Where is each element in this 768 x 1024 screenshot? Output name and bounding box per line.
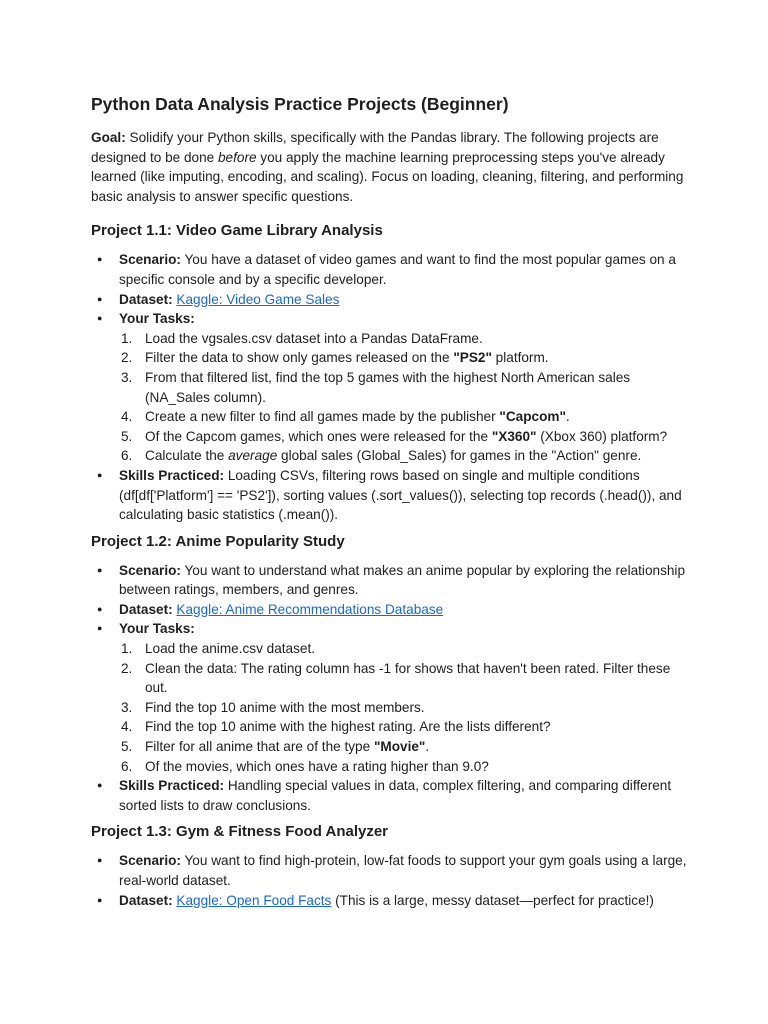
goal-emphasis: before	[217, 149, 257, 165]
list-item	[119, 717, 691, 737]
p2-scenario-text: You want to understand what makes an anime popular by exploring the relationship between ratings, members, and genres.	[119, 562, 686, 598]
list-number: 5.	[121, 739, 133, 755]
list-number: 6.	[121, 758, 133, 774]
task-text: Load the vgsales.csv dataset into a Pandas DataFrame.	[145, 330, 483, 346]
dataset-label: Dataset:	[119, 601, 173, 617]
page-title: Python Data Analysis Practice Projects (Beginner)	[91, 94, 509, 114]
document-body	[91, 92, 691, 916]
list-number: 1.	[121, 330, 133, 346]
task-highlight: "PS2"	[453, 350, 492, 366]
list-item	[119, 446, 691, 466]
p1-task-list	[119, 329, 691, 466]
list-item	[119, 348, 691, 368]
p2-tasks	[91, 619, 691, 776]
task-text: global sales (Global_Sales) for games in the "Action" genre.	[277, 448, 642, 464]
project-1-3-list	[91, 851, 691, 910]
task-text: Find the top 10 anime with the highest rating. Are the lists different?	[145, 719, 551, 735]
list-item	[119, 407, 691, 427]
task-text: Clean the data: The rating column has -1 for shows that haven't been rated. Filter these out.	[145, 660, 671, 696]
tasks-label: Your Tasks:	[119, 311, 195, 327]
list-number: 2.	[121, 660, 133, 676]
task-text: Filter the data to show only games released on the	[145, 350, 454, 366]
p2-skills	[91, 776, 691, 815]
task-text: Calculate the	[145, 448, 229, 464]
task-text: (Xbox 360) platform?	[536, 428, 668, 444]
list-item	[119, 659, 691, 698]
scenario-label: Scenario:	[119, 562, 181, 578]
p1-scenario	[91, 250, 691, 289]
task-text: Of the movies, which ones have a rating higher than 9.0?	[145, 758, 489, 774]
list-number: 3.	[121, 369, 133, 385]
p3-scenario-text: You want to find high-protein, low-fat foods to support your gym goals using a large, real-world dataset.	[119, 853, 687, 888]
p2-dataset	[91, 600, 691, 620]
list-number: 4.	[121, 719, 133, 735]
goal-paragraph	[91, 128, 691, 206]
p1-dataset-link[interactable]: Kaggle: Video Game Sales	[176, 291, 340, 307]
list-number: 1.	[121, 641, 133, 657]
list-number: 4.	[121, 409, 133, 425]
task-highlight: "Movie"	[373, 739, 426, 755]
p1-scenario-text: You have a dataset of video games and want to find the most popular games on a specific console and by a specific developer.	[119, 252, 676, 287]
task-text: Of the Capcom games, which ones were released for the	[145, 428, 492, 444]
task-emphasis: average	[228, 448, 278, 464]
project-1-1-list	[91, 250, 691, 524]
scenario-label: Scenario:	[119, 853, 181, 869]
task-highlight: "Capcom"	[499, 409, 566, 425]
task-text: .	[565, 409, 570, 425]
list-item	[119, 368, 691, 407]
goal-label: Goal:	[91, 130, 126, 145]
p2-task-list	[119, 639, 691, 776]
list-number: 5.	[121, 428, 133, 444]
project-1-2	[91, 531, 691, 816]
p3-dataset	[91, 891, 691, 911]
task-text: .	[425, 739, 430, 755]
task-text: Find the top 10 anime with the most members.	[145, 699, 425, 715]
list-item	[119, 639, 691, 659]
p1-skills	[91, 466, 691, 525]
p2-dataset-link[interactable]: Kaggle: Anime Recommendations Database	[176, 601, 444, 617]
skills-label: Skills Practiced:	[119, 467, 225, 483]
task-text: Filter for all anime that are of the type	[145, 739, 374, 755]
project-1-2-list	[91, 561, 691, 816]
list-number: 6.	[121, 448, 133, 464]
list-item	[119, 329, 691, 349]
task-highlight: "X360"	[491, 428, 537, 444]
list-number: 3.	[121, 699, 133, 715]
scenario-label: Scenario:	[119, 252, 181, 268]
p2-scenario	[91, 561, 691, 600]
task-text: platform.	[491, 350, 549, 366]
project-1-1	[91, 220, 691, 524]
p2-skills-text: Handling special values in data, complex filtering, and comparing different sorted lists to draw conclusions.	[119, 778, 672, 813]
tasks-label: Your Tasks:	[119, 621, 195, 637]
goal-text-1: Solidify your Python skills, specifically with the Pandas library. The following projects are designed to be done	[91, 130, 659, 165]
p1-skills-text: Loading CSVs, filtering rows based on single and multiple conditions (df[df['Platform'] == 'PS2']), sorting values (.sort_values()), selecting top records (.head()), and calculating basic statistics (.mean()).	[119, 467, 682, 523]
p3-dataset-note: (This is a large, messy dataset—perfect for practice!)	[331, 892, 654, 908]
task-text: Create a new filter to find all games made by the publisher	[145, 409, 500, 425]
project-1-1-title: Project 1.1: Video Game Library Analysis	[91, 222, 383, 240]
list-item	[119, 757, 691, 777]
skills-label: Skills Practiced:	[119, 778, 225, 794]
list-item	[119, 737, 691, 757]
p1-dataset	[91, 290, 691, 310]
dataset-label: Dataset:	[119, 892, 173, 908]
list-item	[119, 698, 691, 718]
list-number: 2.	[121, 350, 133, 366]
project-1-3-title: Project 1.3: Gym & Fitness Food Analyzer	[91, 823, 389, 841]
list-item	[119, 427, 691, 447]
goal-text-2: you apply the machine learning preprocessing steps you've already learned (like imputing, encoding, and scaling). Focus on loading, cleaning, filtering, and performing basic analysis to answer specific questions.	[91, 149, 684, 204]
p3-dataset-link[interactable]: Kaggle: Open Food Facts	[176, 892, 332, 908]
task-text: Load the anime.csv dataset.	[145, 641, 316, 657]
project-1-3	[91, 821, 691, 910]
task-text: From that filtered list, find the top 5 games with the highest North American sales (NA_Sales column).	[145, 369, 631, 405]
project-1-2-title: Project 1.2: Anime Popularity Study	[91, 532, 345, 550]
dataset-label: Dataset:	[119, 291, 173, 307]
p1-tasks	[91, 309, 691, 466]
p3-scenario	[91, 851, 691, 890]
